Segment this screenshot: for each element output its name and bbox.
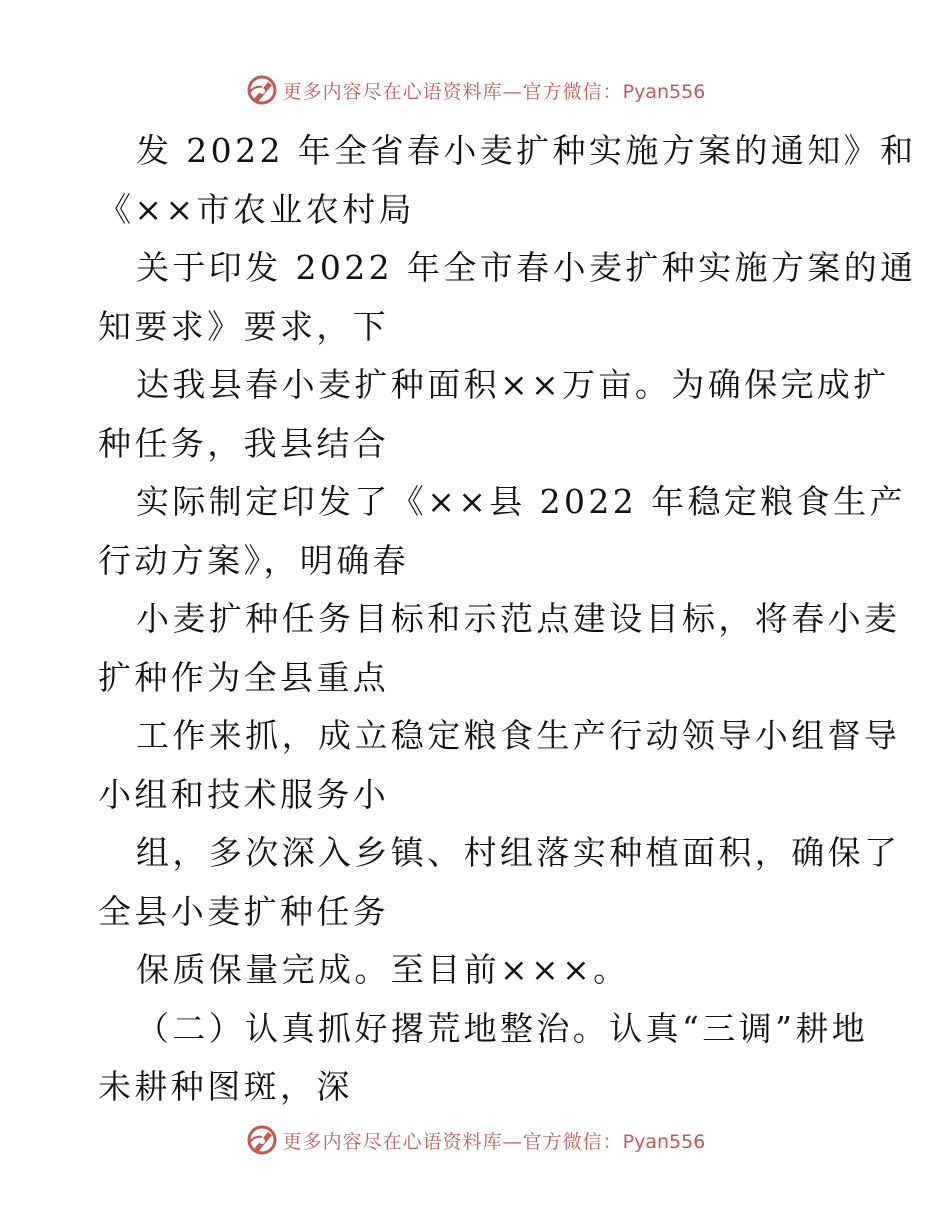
- text-line: 小组和技术服务小: [98, 774, 390, 814]
- footer-watermark: [0, 1120, 950, 1160]
- watermark-text: 更多内容尽在心语资料库—官方微信：Pyan556: [282, 80, 706, 103]
- text-line: 知要求》要求，下: [98, 306, 390, 346]
- text-line: 《××市农业农村局: [98, 189, 415, 229]
- text-line: 种任务，我县结合: [98, 423, 390, 463]
- text-line: 关于印发 2022 年全市春小麦扩种实施方案的通: [136, 248, 917, 287]
- header-watermark: [0, 70, 950, 110]
- text-line: 达我县春小麦扩种面积××万亩。为确保完成扩: [136, 365, 890, 404]
- wechat-id: Pyan556: [622, 80, 706, 103]
- text-line: 小麦扩种任务目标和示范点建设目标，将春小麦: [136, 599, 901, 638]
- text-line: 行动方案》，明确春: [98, 540, 410, 580]
- watermark-text: 更多内容尽在心语资料库—官方微信：Pyan556: [282, 1130, 706, 1153]
- document-body: [98, 122, 917, 1117]
- text-line: 扩种作为全县重点: [98, 657, 390, 697]
- text-line: 组，多次深入乡镇、村组落实种植面积，确保了: [136, 833, 901, 872]
- text-line: （二）认真抓好撂荒地整治。认真“三调”耕地: [136, 1008, 869, 1048]
- text-line: 实际制定印发了《××县 2022 年稳定粮食生产: [136, 482, 906, 521]
- pen-logo-icon: [245, 73, 279, 107]
- text-line: 未耕种图斑，深: [98, 1067, 353, 1106]
- text-line: 工作来抓，成立稳定粮食生产行动领导小组督导: [136, 716, 901, 755]
- wechat-id: Pyan556: [622, 1130, 706, 1153]
- pen-logo-icon: [245, 1123, 279, 1157]
- text-line: 全县小麦扩种任务: [98, 891, 390, 931]
- text-line: 发 2022 年全省春小麦扩种实施方案的通知》和: [136, 131, 917, 170]
- text-line: 保质保量完成。至目前×××。: [136, 950, 630, 989]
